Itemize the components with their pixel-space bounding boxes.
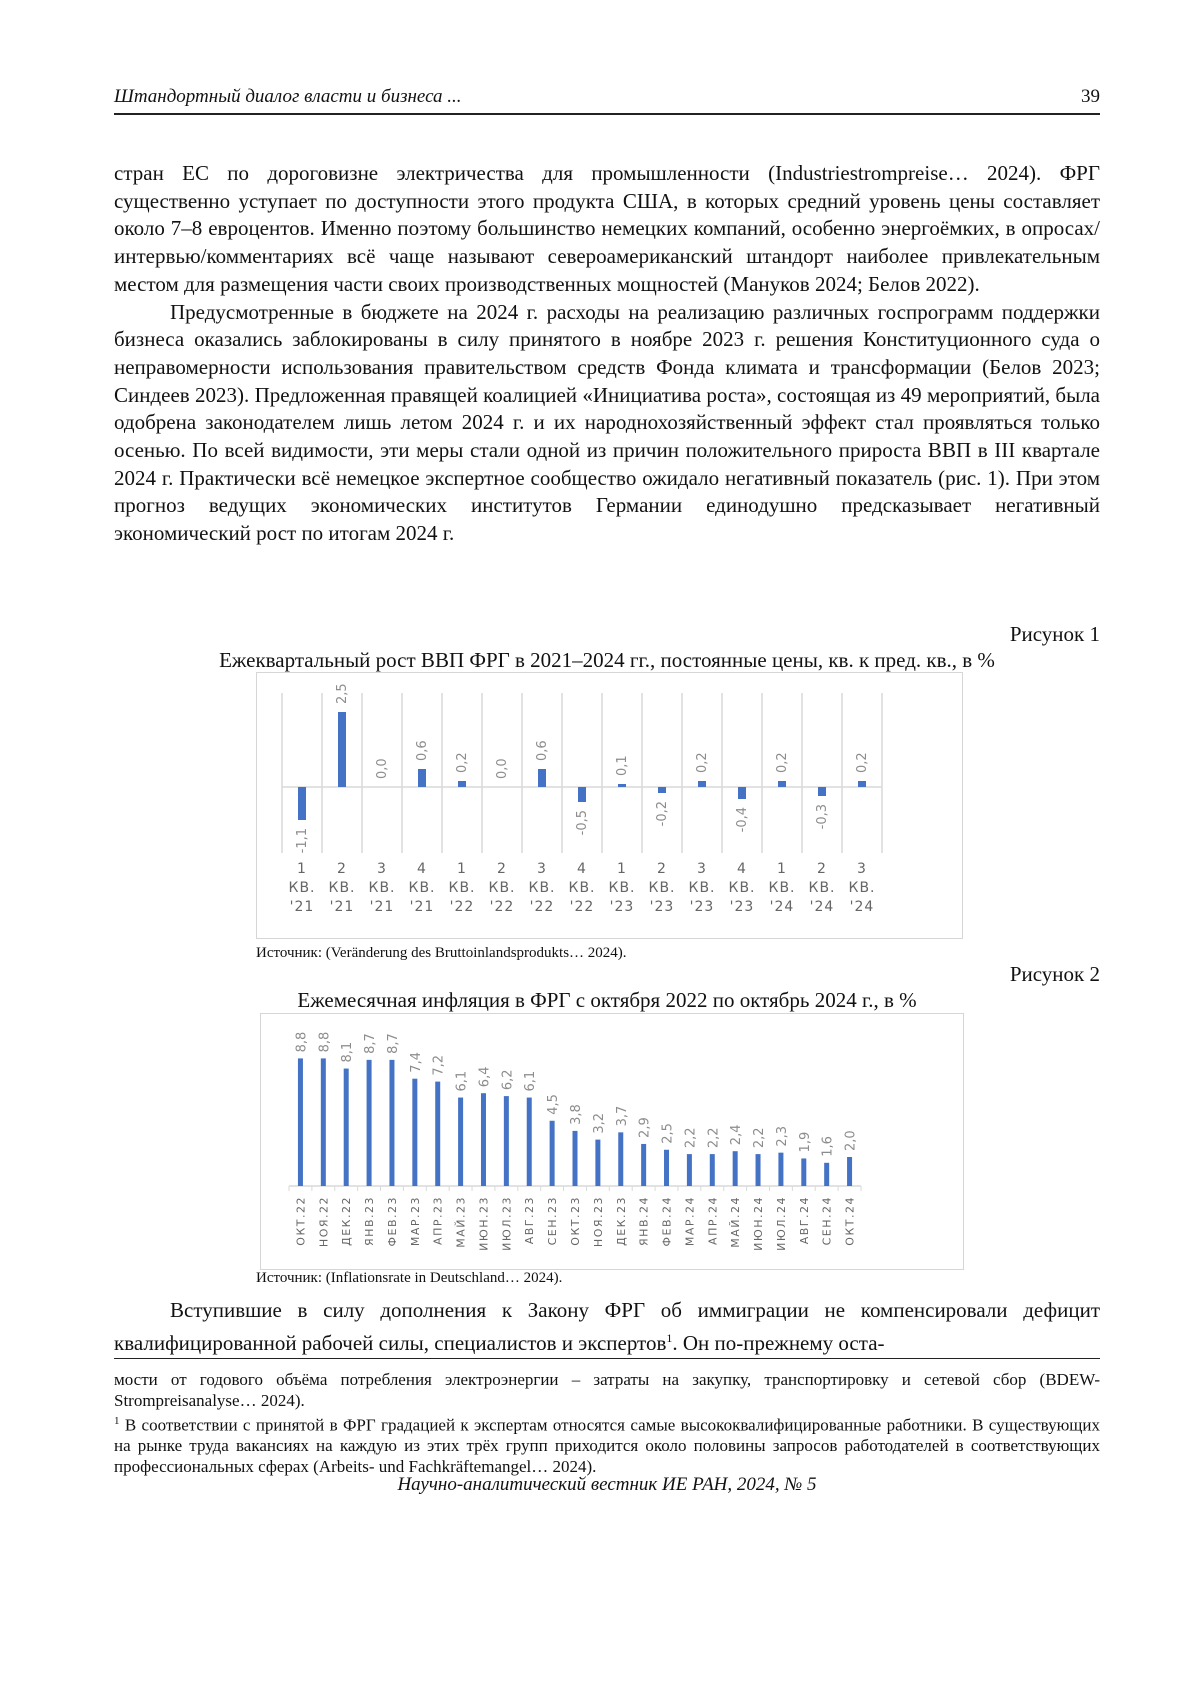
svg-text:ФЕВ.24: ФЕВ.24 [660, 1196, 674, 1247]
svg-text:ФЕВ.23: ФЕВ.23 [385, 1196, 399, 1247]
svg-text:0,2: 0,2 [855, 752, 870, 773]
svg-text:КВ.: КВ. [768, 880, 796, 896]
footnote-rule [114, 1358, 1100, 1359]
svg-text:КВ.: КВ. [568, 880, 596, 896]
svg-text:АВГ.24: АВГ.24 [797, 1196, 811, 1245]
svg-text:МАЙ.23: МАЙ.23 [454, 1196, 468, 1248]
journal-footer: Научно-аналитический вестник ИЕ РАН, 2024, № 5 [397, 1474, 817, 1495]
bar-15 [638, 1117, 653, 1186]
svg-text:2: 2 [817, 861, 827, 877]
svg-text:'23: '23 [689, 899, 715, 915]
svg-text:'21: '21 [329, 899, 355, 915]
svg-text:КВ.: КВ. [728, 880, 756, 896]
svg-text:7,4: 7,4 [408, 1052, 424, 1073]
svg-text:4: 4 [577, 861, 587, 877]
bar-13 [815, 787, 830, 829]
bar-5 [409, 1052, 424, 1186]
bar-7 [455, 1071, 470, 1186]
svg-text:4: 4 [737, 861, 747, 877]
svg-text:8,1: 8,1 [340, 1041, 356, 1063]
inflation-bar-chart [261, 1014, 963, 1269]
svg-text:6,1: 6,1 [454, 1070, 470, 1092]
svg-text:'22: '22 [489, 899, 515, 915]
svg-text:6,1: 6,1 [523, 1070, 539, 1092]
bar-3 [415, 740, 430, 787]
bar-2 [340, 1042, 355, 1186]
figure-1-chart [256, 672, 963, 939]
svg-text:3,2: 3,2 [591, 1112, 607, 1134]
svg-text:-0,5: -0,5 [575, 810, 590, 836]
svg-text:ДЕК.23: ДЕК.23 [614, 1196, 628, 1246]
svg-text:'22: '22 [529, 899, 555, 915]
header-rule [114, 113, 1100, 115]
svg-text:НОЯ.23: НОЯ.23 [591, 1196, 605, 1248]
svg-text:8,7: 8,7 [363, 1033, 379, 1054]
figure-2-label: Рисунок 2 [1009, 962, 1100, 986]
bar-19 [729, 1125, 744, 1186]
svg-text:'21: '21 [289, 899, 315, 915]
bar-17 [683, 1127, 698, 1186]
footnote-1: $^1$ В соответствии с принятой в ФРГ градацией к экспертам относятся самые высококвалифицированные работники. В существующих на рынке труда вакансиях на каждую из этих трёх групп приходится около половины запросов работодателей в соответствующих профессиональных сферах (Arbeits- und Fachkräftemangel… 2024). [114, 1415, 1100, 1476]
bar-1 [335, 683, 350, 787]
svg-text:ОКТ.23: ОКТ.23 [569, 1196, 582, 1246]
svg-text:СЕН.23: СЕН.23 [546, 1196, 560, 1246]
svg-text:1: 1 [457, 861, 467, 877]
svg-text:3: 3 [377, 861, 387, 877]
svg-text:АПР.24: АПР.24 [706, 1196, 720, 1245]
svg-text:2,2: 2,2 [706, 1127, 722, 1149]
svg-text:3: 3 [537, 861, 547, 877]
svg-text:'24: '24 [769, 899, 795, 915]
svg-text:КВ.: КВ. [288, 880, 316, 896]
svg-text:4,5: 4,5 [546, 1094, 562, 1115]
svg-text:2: 2 [657, 861, 667, 877]
svg-text:'21: '21 [369, 899, 395, 915]
svg-text:МАЙ.24: МАЙ.24 [729, 1196, 743, 1248]
svg-text:'23: '23 [649, 899, 675, 915]
bar-8 [615, 755, 630, 787]
bar-4 [386, 1033, 401, 1186]
svg-text:КВ.: КВ. [328, 880, 356, 896]
svg-text:8,8: 8,8 [317, 1031, 333, 1053]
running-header [114, 86, 1100, 108]
svg-text:3: 3 [857, 861, 867, 877]
bar-11 [735, 787, 750, 832]
svg-text:-0,3: -0,3 [815, 804, 830, 830]
svg-text:ИЮЛ.23: ИЮЛ.23 [500, 1196, 514, 1251]
svg-text:КВ.: КВ. [368, 880, 396, 896]
svg-text:0,2: 0,2 [695, 752, 710, 773]
svg-text:АПР.23: АПР.23 [431, 1196, 445, 1245]
svg-text:4: 4 [417, 861, 427, 877]
paragraph-2: Предусмотренные в бюджете на 2024 г. расходы на реализацию различных госпрограмм поддержки бизнеса оказались заблокированы в силу принятого в ноябре 2023 г. решения Конституционного суда о неправомерности использования правительством средств Фонда климата и трансформации (Белов 2023; Синдеев 2023). Предложенная правящей коалицией «Инициатива роста», состоящая из 49 мероприятий, была одобрена законодателем лишь летом 2024 г. и их народнохозяйственный эффект стал проявляться только осенью. По всей видимости, эти меры стали одной из причин положительного прироста ВВП в III квартале 2024 г. Практически всё немецкое экспертное сообщество ожидало негативный показатель (рис. 1). При этом прогноз ведущих экономических институтов Германии единодушно предсказывает негативный экономический рост по итогам 2024 г. [114, 299, 1100, 546]
svg-text:0,6: 0,6 [415, 740, 430, 761]
bar-23 [821, 1136, 836, 1186]
svg-text:0,0: 0,0 [495, 758, 510, 779]
svg-text:1: 1 [617, 861, 627, 877]
body-text-continued [114, 1297, 1100, 1357]
svg-text:'23: '23 [729, 899, 755, 915]
svg-text:КВ.: КВ. [528, 880, 556, 896]
bar-4 [455, 752, 470, 787]
svg-text:0,2: 0,2 [775, 752, 790, 773]
svg-text:КВ.: КВ. [408, 880, 436, 896]
svg-text:МАР.23: МАР.23 [408, 1196, 422, 1247]
bar-20 [752, 1127, 767, 1186]
bar-5 [495, 758, 510, 779]
svg-text:ЯНВ.23: ЯНВ.23 [363, 1196, 377, 1246]
paragraph-3: Вступившие в силу дополнения к Закону ФРГ об иммиграции не компенсировали дефицит квалифицированной рабочей силы, специалистов и экспертов$^1$. Он по-прежнему оста- [114, 1298, 1100, 1355]
bar-14 [615, 1106, 630, 1186]
figure-2-chart [260, 1013, 964, 1270]
bar-6 [432, 1055, 447, 1186]
svg-text:2: 2 [337, 861, 347, 877]
svg-text:КВ.: КВ. [488, 880, 516, 896]
svg-text:-0,2: -0,2 [655, 801, 670, 827]
svg-text:-0,4: -0,4 [735, 807, 750, 833]
svg-text:КВ.: КВ. [848, 880, 876, 896]
svg-text:6,4: 6,4 [477, 1066, 493, 1088]
svg-text:ДЕК.22: ДЕК.22 [340, 1196, 354, 1246]
svg-text:'22: '22 [569, 899, 595, 915]
svg-text:0,6: 0,6 [535, 740, 550, 761]
svg-text:ЯНВ.24: ЯНВ.24 [637, 1196, 651, 1246]
bar-9 [655, 787, 670, 826]
footnote-ref-1[interactable]: 1 [666, 1330, 673, 1345]
svg-text:КВ.: КВ. [608, 880, 636, 896]
bar-24 [844, 1130, 859, 1186]
figure-2-source: Источник: (Inflationsrate in Deutschland… 2024). [256, 1270, 563, 1286]
svg-text:2,0: 2,0 [843, 1130, 859, 1151]
bar-8 [477, 1067, 492, 1186]
svg-text:2,3: 2,3 [774, 1125, 790, 1147]
svg-text:2,2: 2,2 [683, 1127, 699, 1149]
svg-text:СЕН.24: СЕН.24 [820, 1196, 834, 1246]
svg-text:ОКТ.24: ОКТ.24 [843, 1196, 857, 1246]
svg-text:1,9: 1,9 [797, 1131, 813, 1153]
bar-7 [575, 787, 590, 835]
figure-1-title: Ежеквартальный рост ВВП ФРГ в 2021–2024 гг., постоянные цены, кв. к пред. кв., в % [219, 648, 995, 672]
figure-1-label: Рисунок 1 [1009, 622, 1100, 646]
bar-0 [295, 787, 310, 853]
bar-3 [363, 1033, 378, 1186]
bar-0 [294, 1032, 309, 1186]
bar-14 [855, 752, 870, 787]
svg-text:КВ.: КВ. [448, 880, 476, 896]
svg-text:'21: '21 [409, 899, 435, 915]
svg-text:2,2: 2,2 [752, 1127, 768, 1149]
svg-text:0,0: 0,0 [375, 758, 390, 779]
bar-12 [775, 752, 790, 787]
gdp-bar-chart [257, 673, 962, 938]
svg-text:1: 1 [777, 861, 787, 877]
svg-text:8,7: 8,7 [385, 1033, 401, 1054]
svg-text:2,9: 2,9 [637, 1117, 653, 1138]
svg-text:8,8: 8,8 [294, 1031, 310, 1053]
bar-2 [375, 758, 390, 779]
svg-text:2,4: 2,4 [729, 1124, 745, 1146]
page-number: 39 [1081, 86, 1100, 107]
svg-text:2: 2 [497, 861, 507, 877]
svg-text:НОЯ.22: НОЯ.22 [317, 1196, 331, 1248]
svg-text:0,2: 0,2 [455, 752, 470, 773]
svg-text:МАР.24: МАР.24 [683, 1196, 697, 1247]
svg-text:2,5: 2,5 [660, 1123, 676, 1144]
svg-text:'22: '22 [449, 899, 475, 915]
svg-text:2,5: 2,5 [335, 683, 350, 704]
svg-text:'24: '24 [849, 899, 875, 915]
svg-text:КВ.: КВ. [808, 880, 836, 896]
bar-10 [695, 752, 710, 787]
body-text [114, 160, 1100, 548]
bar-13 [592, 1113, 607, 1186]
svg-text:'23: '23 [609, 899, 635, 915]
svg-text:3,7: 3,7 [614, 1105, 630, 1127]
figure-2-title: Ежемесячная инфляция в ФРГ с октября 2022 по октябрь 2024 г., в % [297, 988, 917, 1012]
svg-text:3: 3 [697, 861, 707, 877]
svg-text:КВ.: КВ. [648, 880, 676, 896]
svg-text:'24: '24 [809, 899, 835, 915]
bar-9 [500, 1069, 515, 1186]
svg-text:1: 1 [297, 861, 307, 877]
svg-text:ОКТ.22: ОКТ.22 [294, 1196, 308, 1246]
svg-text:6,2: 6,2 [500, 1069, 516, 1091]
svg-text:ИЮН.24: ИЮН.24 [752, 1196, 766, 1251]
footnotes [114, 1370, 1100, 1477]
figure-1-source: Источник: (Veränderung des Bruttoinlandsprodukts… 2024). [256, 945, 627, 961]
svg-text:0,1: 0,1 [615, 755, 630, 776]
bar-16 [661, 1123, 676, 1186]
bar-11 [546, 1094, 561, 1186]
bar-6 [535, 740, 550, 787]
svg-text:ИЮЛ.24: ИЮЛ.24 [774, 1196, 788, 1251]
svg-text:3,8: 3,8 [569, 1104, 584, 1125]
paragraph-1: стран ЕС по дороговизне электричества для промышленности (Industriestrompreise… 2024). ФРГ существенно уступает по доступности этого продукта США, в которых средний уровень цены составляет около 7–8 евроцентов. Именно поэтому большинство немецких компаний, особенно энергоёмких, в опросах/интервью/комментариях всё чаще называют североамериканский штандорт наиболее привлекательным местом для размещения части своих производственных мощностей (Мануков 2024; Белов 2022). [114, 161, 1100, 296]
svg-text:-1,1: -1,1 [295, 828, 310, 854]
svg-text:ИЮН.23: ИЮН.23 [477, 1196, 491, 1251]
running-title: Штандортный диалог власти и бизнеса ... [114, 86, 462, 107]
svg-text:КВ.: КВ. [688, 880, 716, 896]
footnote-continued: мости от годового объёма потребления электроэнергии – затраты на закупку, транспортировку и сетевой сбор (BDEW-Strompreisanalyse… 2024). [114, 1370, 1100, 1410]
bar-10 [523, 1071, 538, 1186]
bar-21 [775, 1126, 790, 1186]
bar-12 [569, 1104, 584, 1186]
bar-1 [317, 1032, 332, 1186]
svg-text:АВГ.23: АВГ.23 [523, 1196, 537, 1245]
svg-text:1,6: 1,6 [820, 1136, 836, 1157]
svg-text:7,2: 7,2 [431, 1054, 447, 1076]
bar-22 [798, 1132, 813, 1186]
bar-18 [706, 1127, 721, 1186]
